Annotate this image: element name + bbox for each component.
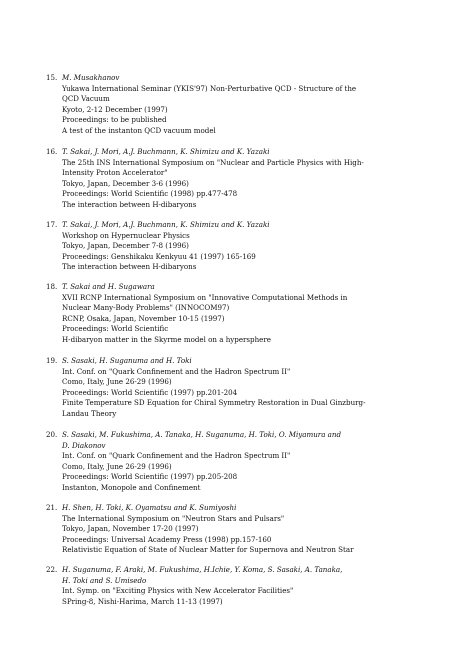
reference-entry-19 [46, 356, 412, 419]
entry-number: 19. [46, 356, 58, 365]
reference-entry-20 [46, 430, 412, 493]
entry-line: The interaction between H-dibaryons [62, 262, 197, 271]
entry-line: Int. Conf. on "Quark Confinement and the Hadron Spectrum II" [62, 366, 291, 376]
entry-line: Proceedings: World Scientific (1998) pp.477-478 [62, 189, 238, 198]
entry-number: 16. [46, 147, 58, 156]
entry-line: Int. Symp. on "Exciting Physics with New Accelerator Facilities" [62, 586, 294, 595]
reference-entry-18 [46, 282, 412, 345]
reference-entry-17 [46, 220, 412, 273]
entry-line: A test of the instanton QCD vacuum model [62, 125, 216, 135]
entry-authors: S. Sasaki, M. Fukushima, A. Tanaka, H. Suganuma, H. Toki, O. Miyamura and [62, 430, 342, 439]
entry-line: Tokyo, Japan, December 7-8 (1996) [62, 241, 189, 250]
entry-line: Proceedings: World Scientific (1997) pp.201-204 [62, 387, 238, 397]
entry-line: Workshop on Hypernuclear Physics [62, 230, 190, 240]
entry-line: RCNP, Osaka, Japan, November 10-15 (1997) [62, 313, 225, 323]
entry-authors-continued: D. Diakonov [62, 440, 106, 450]
reference-entry-22 [46, 565, 412, 607]
entry-number: 21. [46, 503, 58, 512]
entry-line: XVII RCNP International Symposium on "Innovative Computational Methods in [62, 292, 348, 302]
reference-entry-16 [46, 147, 412, 210]
entry-authors-continued: H. Toki and S. Umisedo [62, 575, 147, 585]
entry-line: Tokyo, Japan, November 17-20 (1997) [62, 524, 199, 533]
entry-authors: T. Sakai, J. Mori, A.J. Buchmann, K. Shimizu and K. Yazaki [62, 147, 270, 156]
entry-line: H-dibaryon matter in the Skyrme model on a hypersphere [62, 334, 271, 344]
entry-line: Como, Italy, June 26-29 (1996) [62, 377, 172, 386]
entry-line: Relativistic Equation of State of Nuclear Matter for Supernova and Neutron Star [62, 545, 354, 554]
entry-line: Kyoto, 2-12 December (1997) [62, 104, 168, 114]
entry-line: Finite Temperature SD Equation for Chiral Symmetry Restoration in Dual Ginzburg- [62, 398, 366, 407]
entry-line: The International Symposium on "Neutron Stars and Pulsars" [62, 513, 285, 523]
entry-line: Proceedings: to be published [62, 115, 167, 124]
entry-authors: H. Shen, H. Toki, K. Oyamatsu and K. Sumiyoshi [62, 503, 237, 512]
entry-authors: S. Sasaki, H. Suganuma and H. Toki [62, 356, 192, 365]
entry-line: Proceedings: Universal Academy Press (1998) pp.157-160 [62, 534, 272, 544]
entry-line: Yukawa International Seminar (YKIS'97) Non-Perturbative QCD - Structure of the [62, 83, 357, 93]
entry-line: Int. Conf. on "Quark Confinement and the Hadron Spectrum II" [62, 451, 291, 460]
entry-authors: H. Suganuma, F. Araki, M. Fukushima, H.Ichie, Y. Koma, S. Sasaki, A. Tanaka, [62, 565, 343, 574]
entry-line: QCD Vacuum [62, 94, 110, 103]
reference-entry-21 [46, 503, 412, 556]
entry-line: The interaction between H-dibaryons [62, 199, 197, 209]
entry-line: Proceedings: World Scientific [62, 324, 169, 333]
entry-authors: T. Sakai, J. Mori, A.J. Buchmann, K. Shimizu and K. Yazaki [62, 220, 270, 229]
entry-number: 22. [46, 565, 58, 574]
entry-number: 18. [46, 282, 58, 291]
entry-number: 17. [46, 220, 58, 229]
entry-line: Nuclear Many-Body Problems" (INNOCOM97) [62, 303, 230, 312]
reference-entry-15 [46, 73, 412, 136]
entry-line: The 25th INS International Symposium on "Nuclear and Particle Physics with High- [62, 157, 364, 167]
entry-number: 15. [46, 73, 58, 82]
entry-authors: M. Musakhanov [62, 73, 120, 82]
entry-line: Intensity Proton Accelerator" [62, 168, 168, 177]
entry-line: Proceedings: World Scientific (1997) pp.205-208 [62, 472, 238, 481]
entry-line: Instanton, Monopole and Confinement [62, 482, 201, 492]
entry-number: 20. [46, 430, 58, 439]
entry-line: Tokyo, Japan, December 3-6 (1996) [62, 178, 189, 188]
entry-line: Landau Theory [62, 408, 117, 418]
entry-line: SPring-8, Nishi-Harima, March 11-13 (1997) [62, 596, 223, 606]
entry-authors: T. Sakai and H. Sugawara [62, 282, 155, 291]
entry-line: Como, Italy, June 26-29 (1996) [62, 461, 172, 471]
entry-line: Proceedings: Genshikaku Kenkyuu 41 (1997) 165-169 [62, 251, 256, 261]
